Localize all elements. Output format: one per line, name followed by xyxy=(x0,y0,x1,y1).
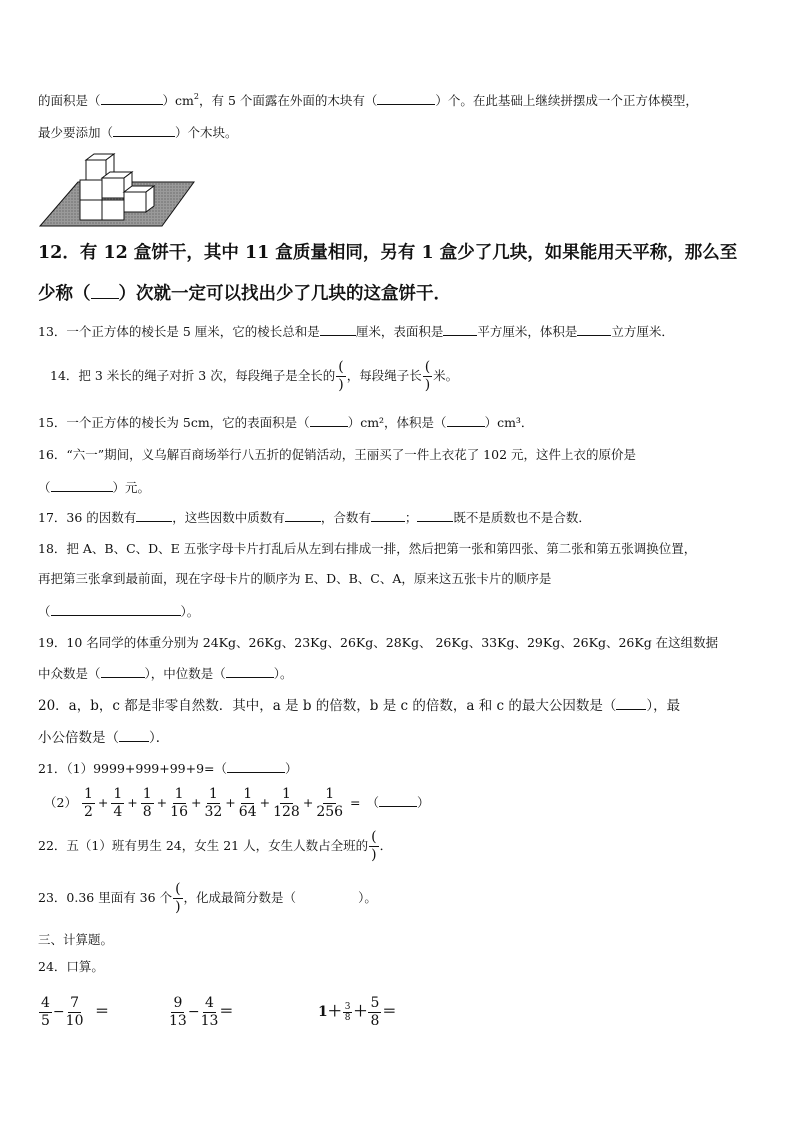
q19-line2: 中众数是（ ），中位数是（ ）。 xyxy=(38,666,293,681)
answer-blank[interactable] xyxy=(101,92,163,105)
q11-line2: 最少要添加（ ）个木块。 xyxy=(38,125,238,140)
q24-expr-3: 1＋ $\frac{3}{8}$ ＋ $\frac{5}{8}$ ＝ xyxy=(318,994,397,1029)
q12-line2: 少称（ ）次就一定可以找出少了几块的这盒饼干． xyxy=(38,280,451,307)
fraction: $\frac{1}{2}$ xyxy=(83,786,93,820)
plus-sign: + xyxy=(190,795,202,810)
answer-blank[interactable] xyxy=(616,697,646,710)
answer-blank[interactable] xyxy=(91,280,119,299)
q16-line1: 16．“六一”期间，义乌解百商场举行八五折的促销活动，王丽买了一件上衣花了 102 元，这件上衣的原价是 xyxy=(38,447,636,462)
q12-line1: 12．有 12 盒饼干，其中 11 盒质量相同，另有 1 盒少了几块，如果能用天平称，那么至 xyxy=(38,243,738,263)
plus-sign: + xyxy=(127,795,138,810)
fraction-blank[interactable]: $\frac{(}{)}$ xyxy=(371,829,377,863)
answer-blank[interactable] xyxy=(136,509,172,522)
answer-blank[interactable] xyxy=(447,414,485,427)
answer-blank[interactable] xyxy=(226,665,274,678)
fraction: $\frac{1}{64}$ xyxy=(238,786,257,820)
cube-stack-figure xyxy=(38,150,196,230)
q11-line1: 的面积是（ ）$cm^2$，有 5 个面露在外面的木块有（ ）个。在此基础上继续拼摆成一个正方体模型， xyxy=(38,92,698,108)
fraction-blank[interactable]: $\frac{(}{)}$ xyxy=(338,359,344,393)
fraction: $\frac{1}{256}$ xyxy=(316,786,344,820)
plus-sign: + xyxy=(156,795,168,810)
fraction-blank[interactable]: $\frac{(}{)}$ xyxy=(424,359,431,393)
q21-part2: （2） $\frac{1}{2}$ + $\frac{1}{4}$ + $\frac{1}{8}$ + $\frac{1}{16}$ + $\frac{1}{32}$ + $\frac{1}{64}$ + $\frac{1}{128}$ + $\frac{1}{256}$ = （ ） xyxy=(44,786,430,820)
q23: 23．0.36 里面有 36 个 $\frac{(}{)}$ ，化成最简分数是（ ）。 xyxy=(38,881,377,915)
answer-blank[interactable] xyxy=(417,509,453,522)
answer-blank[interactable] xyxy=(379,794,417,807)
q14: 14．把 3 米长的绳子对折 3 次，每段绳子是全长的 $\frac{(}{)}$ ，每段绳子长 $\frac{(}{)}$ 米。 xyxy=(50,359,459,393)
fraction: $\frac{1}{32}$ xyxy=(204,786,223,820)
answer-blank[interactable] xyxy=(101,665,145,678)
answer-blank[interactable] xyxy=(113,124,175,137)
fraction: $\frac{1}{16}$ xyxy=(170,786,188,820)
answer-blank[interactable] xyxy=(119,729,149,742)
fraction-blank[interactable]: $\frac{(}{)}$ xyxy=(175,881,181,915)
answer-blank[interactable] xyxy=(51,479,113,492)
q21-part1: 21．（1）9999+999+99+9=（ ） xyxy=(38,761,298,776)
section-heading: 三、计算题。 xyxy=(38,932,114,947)
plus-sign: + xyxy=(225,795,236,810)
fraction: $\frac{1}{4}$ xyxy=(113,786,123,820)
answer-blank[interactable] xyxy=(320,323,356,336)
q24-expr-2: $\frac{9}{13}$ − $\frac{4}{13}$ ＝ xyxy=(169,994,234,1029)
answer-blank[interactable] xyxy=(577,323,611,336)
q20-line1: 20．a，b，c 都是非零自然数．其中，a 是 b 的倍数，b 是 c 的倍数，a 和 c 的最大公因数是（ ），最 xyxy=(38,698,681,714)
q24-title: 24．口算。 xyxy=(38,959,104,974)
fraction: $\frac{1}{8}$ xyxy=(142,786,152,820)
q19-line1: 19．10 名同学的体重分别为 24Kg、26Kg、23Kg、26Kg、28Kg、 26Kg、33Kg、29Kg、26Kg、26Kg 在这组数据 xyxy=(38,635,719,650)
q16-line2: （ ）元。 xyxy=(38,480,151,495)
q22: 22．五（1）班有男生 24，女生 21 人，女生人数占全班的 $\frac{(}{)}$ ． xyxy=(38,829,393,863)
q15: 15．一个正方体的棱长为 5cm，它的表面积是（ ）cm²，体积是（ ）cm³． xyxy=(38,415,534,430)
answer-blank[interactable] xyxy=(51,603,181,616)
answer-blank[interactable] xyxy=(285,509,321,522)
plus-sign: + xyxy=(302,795,314,810)
plus-sign: + xyxy=(97,795,109,810)
answer-blank[interactable] xyxy=(443,323,477,336)
answer-blank[interactable] xyxy=(227,760,285,773)
q18-line3: （ ）。 xyxy=(38,604,200,619)
fraction: $\frac{1}{128}$ xyxy=(273,786,300,820)
q24-expr-1: $\frac{4}{5}$ − $\frac{7}{10}$ ＝ xyxy=(41,994,109,1029)
q20-line2: 小公倍数是（ ）． xyxy=(38,730,170,746)
q18-line2: 再把第三张拿到最前面，现在字母卡片的顺序为 E、D、B、C、A，原来这五张卡片的顺序是 xyxy=(38,571,552,586)
answer-blank[interactable] xyxy=(371,509,405,522)
plus-sign: + xyxy=(259,795,271,810)
q17: 17．36 的因数有 ，这些因数中质数有 ，合数有 ； 既不是质数也不是合数． xyxy=(38,510,591,525)
q18-line1: 18．把 A、B、C、D、E 五张字母卡片打乱后从左到右排成一排，然后把第一张和第四张、第二张和第五张调换位置， xyxy=(38,541,697,556)
answer-blank[interactable] xyxy=(310,414,348,427)
answer-blank[interactable] xyxy=(377,92,435,105)
q13: 13．一个正方体的棱长是 5 厘米，它的棱长总和是 厘米，表面积是 平方厘米，体积是 立方厘米． xyxy=(38,324,674,339)
